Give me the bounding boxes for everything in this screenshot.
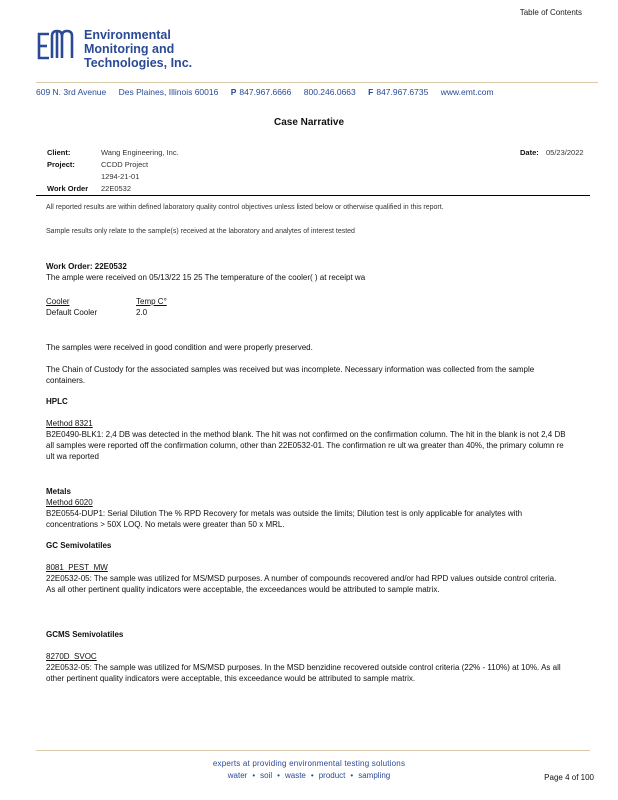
separator-dot-icon: • xyxy=(310,771,314,780)
street-address: 609 N. 3rd Avenue xyxy=(36,87,107,97)
page-number: Page 4 of 100 xyxy=(544,773,594,782)
page-title: Case Narrative xyxy=(273,117,345,128)
metals-section xyxy=(46,486,566,530)
separator-dot-icon: • xyxy=(252,771,256,780)
cooler-temp: 2.0 xyxy=(136,308,148,317)
cooler-name: Default Cooler xyxy=(46,308,98,317)
separator-dot-icon: • xyxy=(277,771,280,780)
coc-statement: The Chain of Custody for the associated samples was received but was incomplete. Necessary information was collected from the sample containers. xyxy=(46,365,535,385)
table-of-contents-link[interactable]: Table of Contents xyxy=(519,8,582,17)
fax-number: 847.967.6735 xyxy=(376,87,429,97)
scope-note: Sample results only relate to the sample(s) received at the laboratory and analytes of interest tested xyxy=(46,228,355,235)
phone-number: 847.967.6666 xyxy=(239,87,292,97)
hplc-section xyxy=(46,396,566,462)
work-order-heading: Work Order: 22E0532 xyxy=(46,262,127,271)
service-item: waste xyxy=(284,771,306,780)
gcms-text: 22E0532-05: The sample was utilized for MS/MSD purposes. In the MSD benzidine recovered outside control criteria (22% - 110%) at 10%. As all other pertinent quality indicators were acceptable, this exceedance would be attributed to sample matrix. xyxy=(46,663,561,683)
separator-dot-icon: • xyxy=(350,771,354,780)
hplc-text: B2E0490-BLK1: 2,4 DB was detected in the method blank. The hit was not confirmed on the confirmation column. The hit in the blank is not 2,4 DB all samples were reported off the confirmation column, other than 22E0532-01. The confirmation re ult wa greater than 40%, the primary column re ult wa reported xyxy=(46,430,566,461)
client-label: Client: xyxy=(47,148,71,157)
city-address: Des Plaines, Illinois 60016 xyxy=(118,87,219,97)
qc-note: All reported results are within defined laboratory quality control objectives unless listed below or otherwise qualified in this report. xyxy=(46,204,444,211)
project-label: Project: xyxy=(47,160,75,169)
company-name-line1: Environmental xyxy=(84,28,171,42)
info-block xyxy=(0,0,618,200)
service-item: water xyxy=(227,771,248,780)
phone-label: P xyxy=(230,87,237,97)
cooler-header: Cooler xyxy=(46,297,70,306)
gc-method: 8081_PEST_MW xyxy=(46,563,108,572)
service-item: sampling xyxy=(358,771,391,780)
gcms-method: 8270D_SVOC xyxy=(46,652,97,661)
fax-label: F xyxy=(368,87,374,97)
hplc-heading: HPLC xyxy=(46,397,68,406)
cooler-table-header xyxy=(46,296,246,307)
work-order-section xyxy=(46,261,566,283)
client-value: Wang Engineering, Inc. xyxy=(101,148,179,157)
cooler-row xyxy=(46,307,246,318)
company-name-line3: Technologies, Inc. xyxy=(84,56,193,70)
website-link[interactable]: www.emt.com xyxy=(440,87,494,97)
gcms-semivolatiles-section xyxy=(46,629,566,684)
project-value: CCDD Project xyxy=(101,160,149,169)
work-order-value: 22E0532 xyxy=(101,184,132,193)
info-divider xyxy=(36,195,590,196)
footer-tagline: experts at providing environmental testing solutions xyxy=(212,759,406,768)
received-statement: The ample were received on 05/13/22 15 25 The temperature of the cooler( ) at receipt wa xyxy=(46,273,366,282)
condition-statement: The samples were received in good condition and were properly preserved. xyxy=(46,343,313,352)
metals-heading: Metals xyxy=(46,487,71,496)
hplc-method: Method 8321 xyxy=(46,419,93,428)
date-value: 05/23/2022 xyxy=(546,148,584,157)
gc-heading: GC Semivolatiles xyxy=(46,541,112,550)
gc-semivolatiles-section xyxy=(46,540,566,595)
company-name-line2: Monitoring and xyxy=(84,42,175,56)
footer-divider xyxy=(36,750,590,751)
metals-method: Method 6020 xyxy=(46,498,93,507)
work-order-label: Work Order xyxy=(47,184,89,193)
gc-text: 22E0532-05: The sample was utilized for MS/MSD purposes. A number of compounds recovered and/or had RPD values outside control criteria. As all other pertinent quality indicators were acceptable, the exceedances would be attributed to sample matrix. xyxy=(46,574,557,594)
temp-header: Temp C° xyxy=(136,297,167,306)
gcms-heading: GCMS Semivolatiles xyxy=(46,630,124,639)
service-item: soil xyxy=(260,771,273,780)
metals-text: B2E0554-DUP1: Serial Dilution The % RPD Recovery for metals was outside the limits; Dilution test is only applicable for analytes with concentrations > 50X LOQ. No metals were greater than 50 x MRL. xyxy=(46,509,523,529)
date-label: Date: xyxy=(520,148,539,157)
cooler-table xyxy=(46,296,246,318)
service-item: product xyxy=(318,771,346,780)
footer-services xyxy=(0,771,618,780)
project-number: 1294-21-01 xyxy=(101,172,140,181)
tollfree-number: 800.246.0663 xyxy=(303,87,356,97)
